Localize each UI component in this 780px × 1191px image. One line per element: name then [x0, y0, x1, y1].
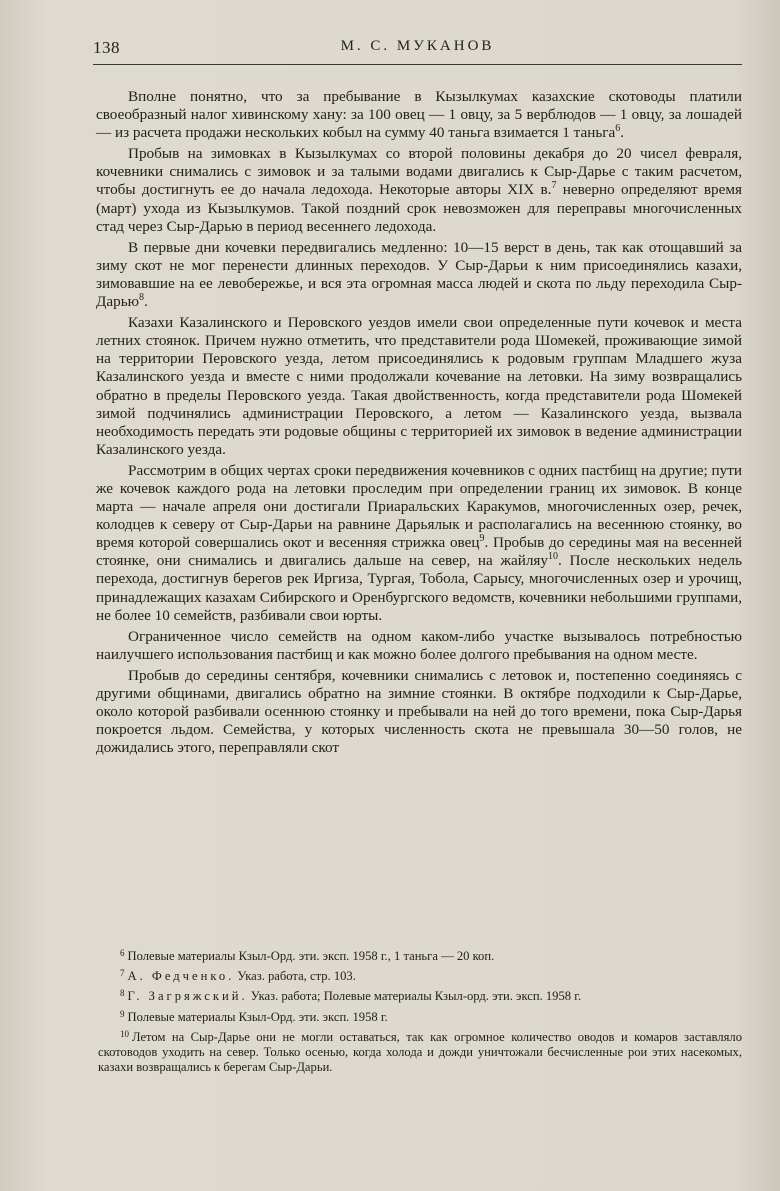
footnote: $^6$ Полевые материалы Кзыл-Орд. эти. эксп. 1958 г., 1 таньга — 20 коп. [120, 948, 495, 963]
paragraph: Рассмотрим в общих чертах сроки передвижения кочевников с одних пастбищ на другие; пути же кочевок каждого рода на летовки проследим при определении границ их зимовок. В конце марта — начале апреля они достигали Приаральских Каракумов, многочисленных озер, речек, колодцев к северу от Сыр-Дарьи на равнине Дарьялык и располагались на весеннюю стоянку, во время которой совершались окот и весенняя стрижка овец$^9$. Пробыв до середины мая на весенней стоянке, они снимались и двигались дальше на север, на жайляу$^{10}$. После нескольких недель перехода, достигнув берегов рек Иргиза, Тургая, Тобола, Сарысу, многочисленных озер и урочищ, принадлежащих казахам Сибирского и Оренбургского ведомств, кочевники небольшими группами, не более 10 семейств, разбивали свои юрты. [96, 461, 742, 624]
body-text [96, 88, 742, 757]
paragraph: В первые дни кочевки передвигались медленно: 10—15 верст в день, так как отощавший за зиму скот не мог перенести длинных переходов. У Сыр-Дарьи к ним присоединялись казахи, зимовавшие на ее левобережье, и вся эта огромная масса людей и скота по льду переходила Сыр-Дарью$^8$. [96, 238, 742, 311]
footnote-ref: 9 [479, 533, 485, 545]
paragraph: Ограниченное число семейств на одном каком-либо участке вызывалось потребностью наилучшего использования пастбищ и как можно более долгого пребывания на одном месте. [96, 627, 742, 663]
footnote: $^7$ А. Федченко. Указ. работа, стр. 103. [120, 968, 356, 984]
paragraph: Пробыв на зимовках в Кызылкумах со второй половины декабря до 20 чисел февраля, кочевники снимались с зимовок и за талыми водами двигались к Сыр-Дарье с таким расчетом, чтобы достигнуть ее до начала ледохода. Некоторые авторы XIX в.$^7$ неверно определяют время (март) ухода из Кызылкумов. Такой поздний срок невозможен для переправы многочисленных стад через Сыр-Дарью в период весеннего ледохода. [96, 145, 742, 235]
paragraph: Казахи Казалинского и Перовского уездов имели свои определенные пути кочевок и места летних стоянок. Причем нужно отметить, что представители рода Шомекей, проживающие зимой на территории Перовского уезда, летом присоединялись к родовым группам Младшего жуза Казалинского уезда и вместе с ними продолжали кочевание на летовки. На зиму возвращались обратно в пределы Перовского уезда. Такая двойственность, когда представители рода Шомекей зимой подчинялись администрации Перовского, а летом — Казалинского уезда, вызвала необходимость передать эти родовые общины с территорией их зимовок в ведение администрации Казалинского уезда. [96, 314, 742, 458]
paragraph: Пробыв до середины сентября, кочевники снимались с летовок и, постепенно соединяясь с другими общинами, двигались обратно на зимние стоянки. В октябре подходили к Сыр-Дарье, около которой разбивали осеннюю стоянку и пребывали на ней до того времени, пока Сыр-Дарья покроется льдом. Семейства, у которых численность скота не превышала 30—50 голов, не дожидались этого, переправляли скот [96, 666, 742, 757]
footnote-ref: 8 [138, 291, 144, 303]
footnote-ref: 6 [615, 123, 621, 135]
running-head: М. С. МУКАНОВ [340, 38, 495, 54]
footnote-ref: 10 [547, 551, 558, 563]
footnote-author: Г. Загряжский. [127, 989, 248, 1004]
page-header [93, 38, 742, 65]
footnote-author: А. Федченко. [127, 969, 235, 984]
page-number: 138 [93, 38, 120, 57]
footnote-ref: 7 [551, 180, 557, 192]
paragraph: Вполне понятно, что за пребывание в Кызылкумах казахские скотоводы платили своеобразный налог хивинскому хану: за 100 овец — 1 овцу, за 5 верблюдов — 1 овцу, за лошадей — из расчета продажи нескольких кобыл на сумму 40 таньга взимается 1 таньга$^6$. [96, 88, 742, 142]
footnote: $^9$ Полевые материалы Кзыл-Орд. эти. эксп. 1958 г. [120, 1008, 388, 1024]
footnotes [98, 946, 742, 1077]
footnote: $^{10}$ Летом на Сыр-Дарье они не могли оставаться, так как огромное количество оводов и комаров заставляло скотоводов уходить на север. Только осенью, когда холода и дожди уничтожали бесчисленные рои этих насекомых, казахи возвращались к берегам Сыр-Дарьи. [98, 1028, 742, 1075]
footnote: $^8$ Г. Загряжский. Указ. работа; Полевые материалы Кзыл-орд. эти. эксп. 1958 г. [120, 988, 582, 1004]
